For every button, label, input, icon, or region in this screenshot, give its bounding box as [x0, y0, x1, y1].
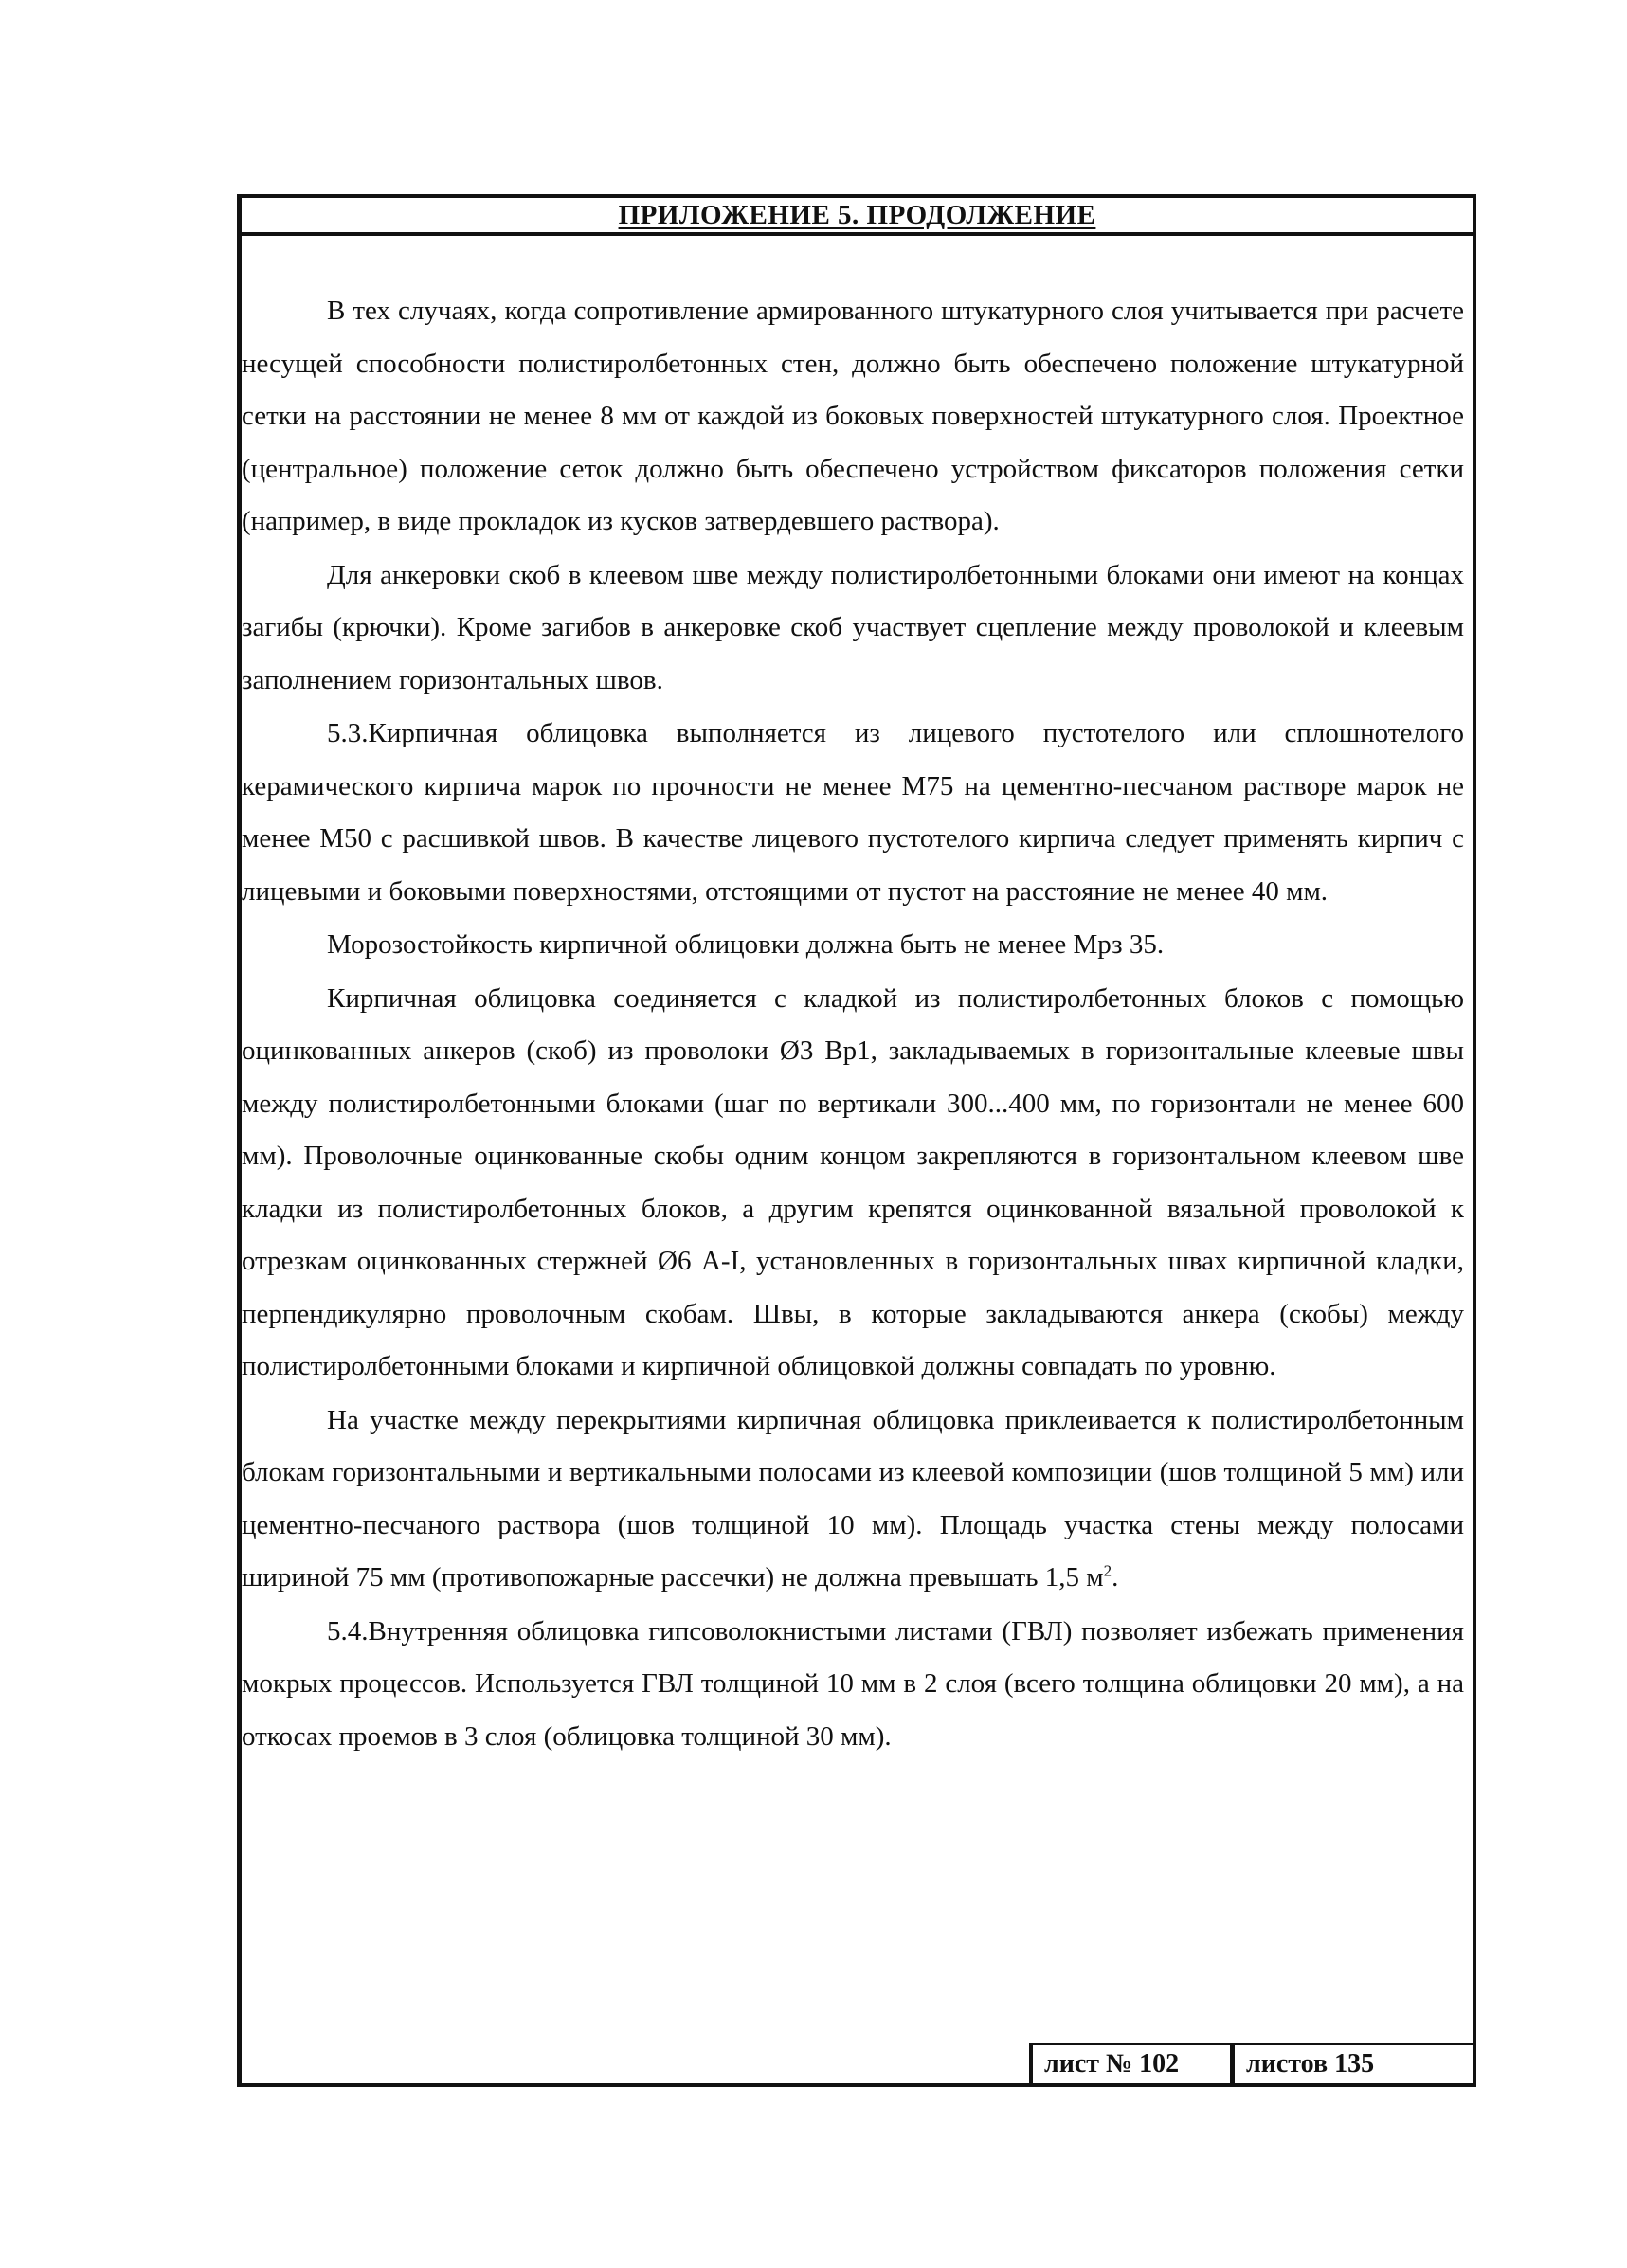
title-block	[1029, 2043, 1473, 2083]
area-unit-suffix: .	[1112, 1562, 1119, 1593]
paragraph-5: Кирпичная облицовка соединяется с кладкой из полистиролбетонных блоков с помощью оцинкованных анкеров (скоб) из проволоки Ø3 Вр1, закладываемых в горизонтальные клеевые швы между полистиролбетонными блоками (шаг по вертикали 300...400 мм, по горизонтали не менее 600 мм). Проволочные оцинкованные скобы одним концом закрепляются в горизонтальном клеевом шве кладки из полистиролбетонных блоков, а другим крепятся оцинкованной вязальной проволокой к отрезкам оцинкованных стержней Ø6 А-I, установленных в горизонтальных швах кирпичной кладки, перпендикулярно проволочным скобам. Швы, в которые закладываются анкера (скобы) между полистиролбетонными блоками и кирпичной облицовкой должны совпадать по уровню.	[242, 982, 1464, 1381]
paragraph-3: 5.3.Кирпичная облицовка выполняется из лицевого пустотелого или сплошнотелого керамического кирпича марок по прочности не менее М75 на цементно-песчаном растворе марок не менее М50 с расшивкой швов. В качестве лицевого пустотелого кирпича следует применять кирпич с лицевыми и боковыми поверхностями, отстоящими от пустот на расстояние не менее 40 мм.	[242, 718, 1464, 907]
paragraph-6	[242, 1395, 1464, 1605]
paragraph-4: Морозостойкость кирпичной облицовки должна быть не менее Мрз 35.	[327, 929, 1165, 960]
document-body	[242, 285, 1464, 1763]
paragraph-2: Для анкеровки скоб в клеевом шве между полистиролбетонными блоками они имеют на концах загибы (крючки). Кроме загибов в анкеровке скоб участвует сцепление между проволокой и клеевым заполнением горизонтальных швов.	[242, 559, 1464, 695]
sheet-count: листов 135	[1230, 2045, 1473, 2083]
paragraph-6-text: На участке между перекрытиями кирпичная облицовка приклеивается к полистиролбетонным блокам горизонтальными и вертикальными полосами из клеевой композиции (шов толщиной 5 мм) или цементно-песчаного раствора (шов толщиной 10 мм). Площадь участка стены между полосами шириной 75 мм (противопожарные рассечки) не должна превышать 1,5 м	[242, 1404, 1464, 1593]
document-frame	[237, 194, 1476, 2087]
sheet-number: лист № 102	[1029, 2045, 1230, 2083]
page-header	[242, 198, 1473, 236]
paragraph-1: В тех случаях, когда сопротивление армированного штукатурного слоя учитывается при расчете несущей способности полистиролбетонных стен, должно быть обеспечено положение штукатурной сетки на расстоянии не менее 8 мм от каждой из боковых поверхностей штукатурного слоя. Проектное (центральное) положение сеток должно быть обеспечено устройством фиксаторов положения сетки (например, в виде прокладок из кусков затвердевшего раствора).	[242, 296, 1464, 536]
paragraph-7: 5.4.Внутренняя облицовка гипсоволокнистыми листами (ГВЛ) позволяет избежать применения мокрых процессов. Используется ГВЛ толщиной 10 мм в 2 слоя (всего толщина облицовки 20 мм), а на откосах проемов в 3 слоя (облицовка толщиной 30 мм).	[242, 1615, 1464, 1752]
area-unit-superscript: 2	[1103, 1561, 1112, 1580]
page-title: ПРИЛОЖЕНИЕ 5. ПРОДОЛЖЕНИЕ	[618, 200, 1096, 230]
